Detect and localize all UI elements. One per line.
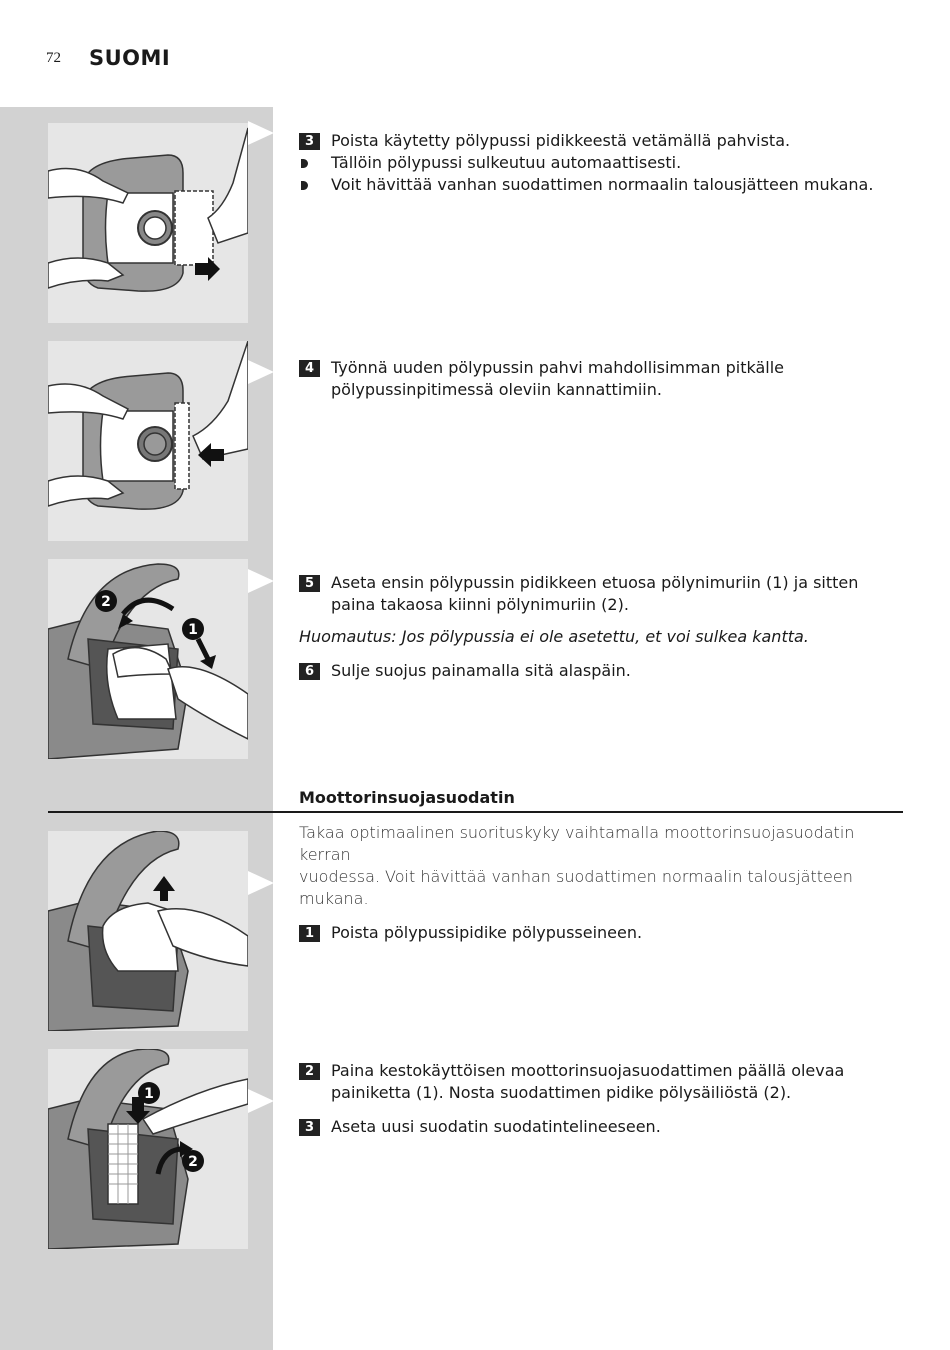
step-item [299, 572, 909, 616]
step-block-filter [299, 1060, 909, 1138]
step-number: 2 [299, 1063, 320, 1080]
step-text-line: painiketta (1). Nosta suodattimen pidike pölysäiliöstä (2). [331, 1083, 792, 1102]
bullet-icon [301, 159, 308, 168]
step-text: Poista käytetty pölypussi pidikkeestä vetämällä pahvista. [331, 131, 791, 150]
step-text-line: paina takaosa kiinni pölynimuriin (2). [331, 595, 629, 614]
illustration-insert-dustbag [48, 341, 248, 541]
step-item [299, 922, 909, 944]
section-intro [299, 822, 909, 944]
intro-paragraph [299, 822, 909, 910]
callout-2: 2 [188, 1154, 198, 1170]
step-text-line: Aseta ensin pölypussin pidikkeen etuosa pölynimuriin (1) ja sitten [331, 573, 859, 592]
section-heading: Moottorinsuojasuodatin [299, 788, 515, 807]
callout-1: 1 [144, 1086, 154, 1102]
bullet-text: Voit hävittää vanhan suodattimen normaalin talousjätteen mukana. [331, 175, 874, 194]
step-item [299, 357, 909, 401]
illustration-place-holder [48, 559, 248, 759]
step-text-line: Työnnä uuden pölypussin pahvi mahdollisimman pitkälle [331, 358, 785, 377]
illustration-pointer [248, 121, 274, 145]
bullet-text: Tällöin pölypussi sulkeutuu automaattisesti. [331, 153, 682, 172]
illustration-pointer [248, 1089, 274, 1113]
language-title: SUOMI [89, 46, 171, 70]
step-item [299, 130, 909, 152]
callout-2: 2 [101, 594, 111, 610]
note-text: Huomautus: Jos pölypussia ei ole asetettu, et voi sulkea kantta. [299, 627, 809, 646]
illustration-motor-filter [48, 1049, 248, 1249]
step-text: Sulje suojus painamalla sitä alaspäin. [331, 661, 631, 680]
illustration-pointer [248, 871, 274, 895]
illustration-remove-holder [48, 831, 248, 1031]
step-text-line: pölypussinpitimessä oleviin kannattimiin. [331, 380, 662, 399]
illustration-pointer [248, 569, 274, 593]
illustration-remove-dustbag [48, 123, 248, 323]
step-text: Aseta uusi suodatin suodatintelineeseen. [331, 1117, 661, 1136]
step-text-line: Paina kestokäyttöisen moottorinsuojasuodattimen päällä olevaa [331, 1061, 845, 1080]
intro-line: Takaa optimaalinen suorituskyky vaihtamalla moottorinsuojasuodatin kerran [299, 823, 855, 864]
section-divider [48, 811, 903, 813]
step-number: 1 [299, 925, 320, 942]
step-item [299, 1116, 909, 1138]
bullet-item [299, 174, 909, 196]
page-number: 72 [46, 50, 61, 66]
step-number: 3 [299, 1119, 320, 1136]
intro-line: vuodessa. Voit hävittää vanhan suodattimen normaalin talousjätteen mukana. [299, 867, 853, 908]
step-number: 6 [299, 663, 320, 680]
step-number: 4 [299, 360, 320, 377]
step-block-remove [299, 130, 909, 196]
step-block-insert [299, 357, 909, 401]
illustration-pointer [248, 360, 274, 384]
step-number: 3 [299, 133, 320, 150]
step-item [299, 660, 909, 682]
step-item [299, 1060, 909, 1104]
callout-1: 1 [188, 622, 198, 638]
bullet-item [299, 152, 909, 174]
step-number: 5 [299, 575, 320, 592]
step-text: Poista pölypussipidike pölypusseineen. [331, 923, 643, 942]
bullet-icon [301, 181, 308, 190]
step-block-place [299, 572, 909, 682]
